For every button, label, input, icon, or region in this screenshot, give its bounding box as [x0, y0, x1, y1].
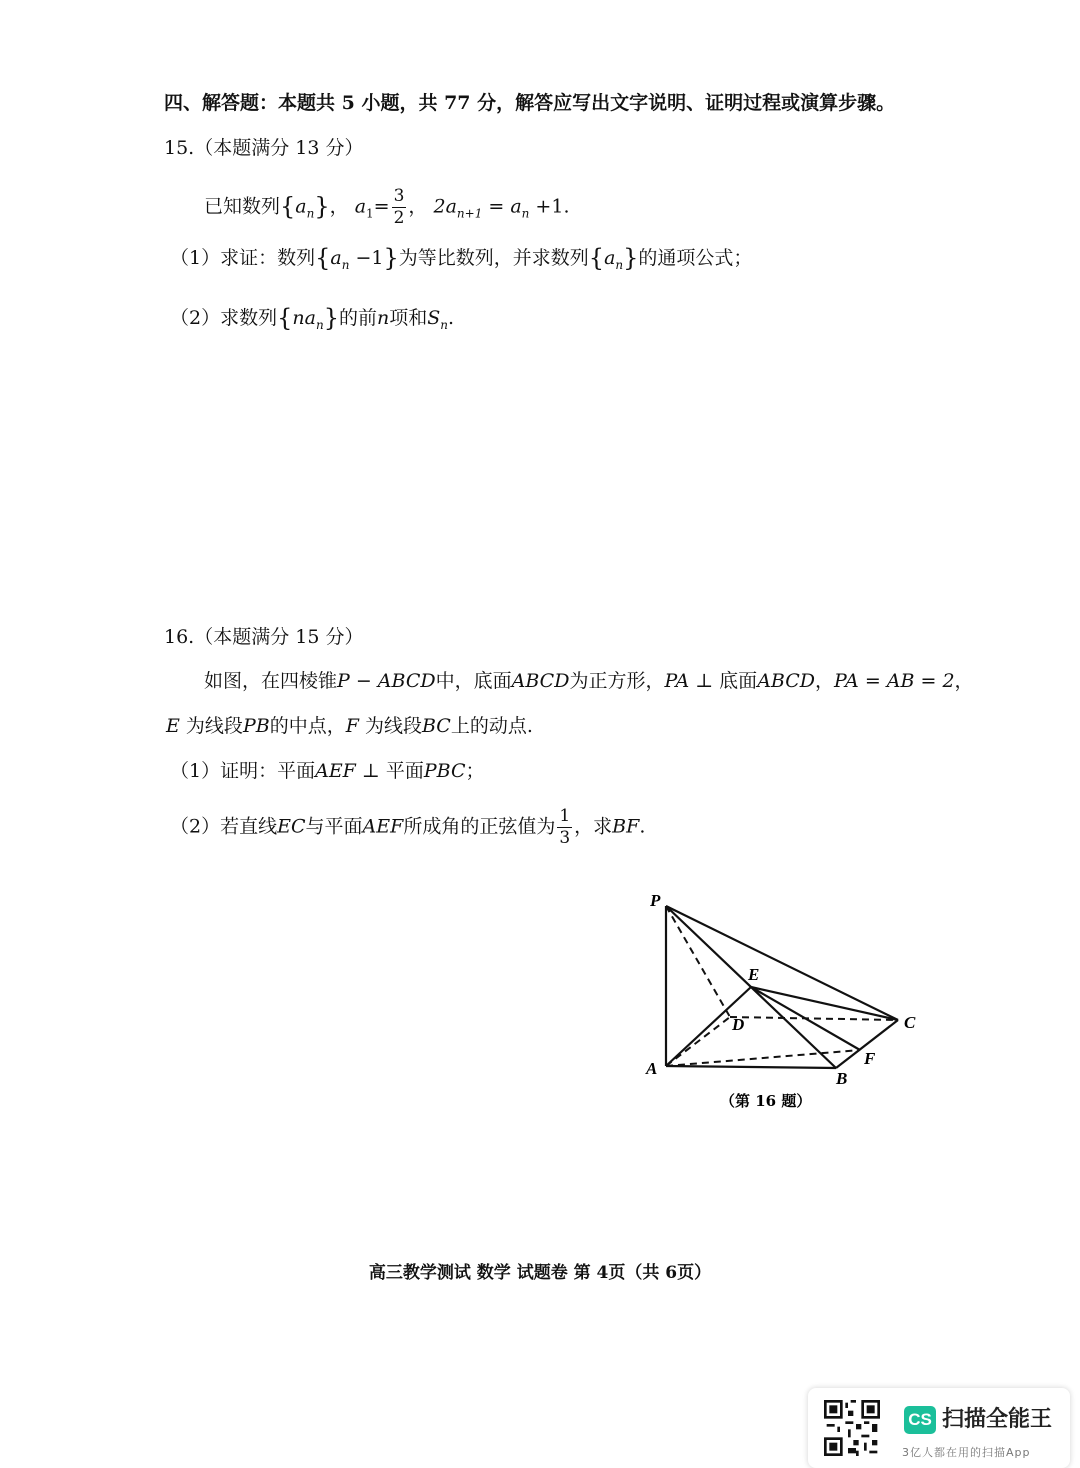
q15-fraction: $\frac{3}{2}$: [393, 186, 405, 228]
q16-part2: （2）若直线EC与平面AEF所成角的正弦值为 $\frac{1}{3}$ ，求BF.: [170, 806, 646, 848]
edge-AD: [666, 1017, 730, 1066]
app-name: 扫描全能王: [942, 1407, 1053, 1432]
q15-header: 15.（本题满分 13 分）: [164, 137, 364, 159]
q16-part1: （1）证明：平面AEF ⊥ 平面PBC；: [170, 760, 485, 782]
label-A: A: [646, 1059, 658, 1078]
figure-caption: （第 16 题）: [720, 1092, 812, 1110]
edge-PC: [666, 906, 898, 1020]
page-footer: 高三教学测试 数学 试题卷 第 4页（共 6页）: [368, 1263, 712, 1283]
qr-code-icon: [824, 1400, 880, 1456]
q15-given: 已知数列$\{a_n\}$， $a_1=$ $\frac{3}{2}$ ， $2a_{n+1} = a_n +1$.: [204, 186, 570, 228]
scanner-watermark: [808, 1388, 1070, 1468]
cs-logo-icon: CS: [904, 1406, 936, 1434]
q15-part2: （2）求数列$\{na_n\}$的前n项和$S_n$.: [170, 304, 455, 332]
label-D: D: [732, 1015, 745, 1034]
pyramid-figure: [620, 880, 940, 1120]
q16-fraction: $\frac{1}{3}$: [559, 806, 571, 848]
section-heading: 四、解答题：本题共 5 小题，共 77 分，解答应写出文字说明、证明过程或演算步骤。: [164, 92, 896, 114]
q16-line1: 如图，在四棱锥P − ABCD中，底面ABCD为正方形，PA ⊥ 底面ABCD，PA = AB = 2，: [204, 670, 974, 692]
edge-DC: [730, 1017, 898, 1020]
q16-header: 16.（本题满分 15 分）: [164, 626, 364, 648]
label-P: P: [650, 891, 661, 910]
label-C: C: [904, 1013, 916, 1032]
label-B: B: [836, 1069, 848, 1088]
edge-AB: [666, 1066, 836, 1068]
q15-part1: （1）求证：数列$\{a_n -1\}$为等比数列，并求数列$\{a_n\}$的通项公式；: [170, 244, 753, 272]
label-E: E: [748, 965, 760, 984]
edge-EC: [751, 987, 898, 1020]
label-F: F: [864, 1049, 876, 1068]
q16-line2: E 为线段PB的中点，F 为线段BC上的动点.: [166, 715, 533, 737]
app-tagline: 3亿人都在用的扫描App: [902, 1446, 1031, 1459]
